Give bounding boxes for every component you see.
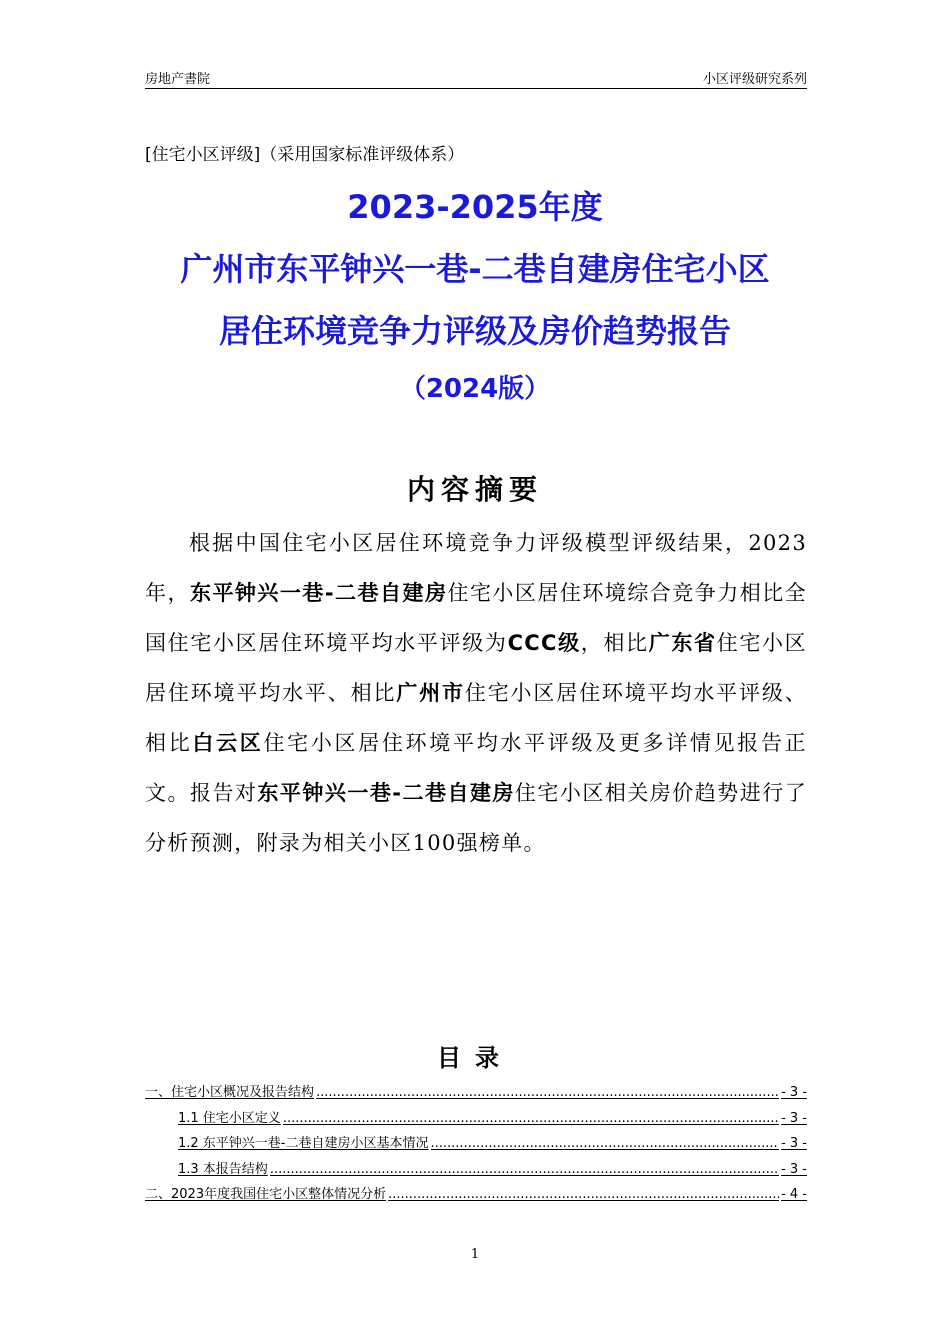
toc-entry[interactable] — [145, 1131, 807, 1157]
abstract-text: 住宅小区居住环境平均水平、相比 — [145, 631, 807, 705]
toc-entry-page: - 3 - — [781, 1110, 807, 1126]
abstract-bold: 白云区 — [192, 731, 264, 755]
abstract-text: 根据中国住宅小区居住环境竞争力评级模型评级结果，2023年， — [145, 531, 807, 605]
abstract-text: ，相比 — [580, 631, 649, 655]
toc-entry-label: 1.1 住宅小区定义 — [178, 1110, 281, 1126]
abstract-bold: 东平钟兴一巷-二巷自建房 — [257, 781, 515, 805]
abstract-text: 住宅小区居住环境综合竞争力相比全国住宅小区居住环境平均水平评级为 — [145, 581, 807, 655]
title-line-3: 居住环境竞争力评级及房价趋势报告 — [218, 312, 731, 350]
toc-entry-label: 1.2 东平钟兴一巷-二巷自建房小区基本情况 — [178, 1136, 429, 1151]
abstract-text: 住宅小区居住环境平均水平评级及更多详情见报告正文。报告对 — [145, 731, 807, 805]
toc-leader — [283, 1106, 779, 1132]
header-right-text: 小区评级研究系列 — [702, 72, 807, 87]
abstract-bold: CCC级 — [507, 631, 581, 655]
toc-leader — [431, 1131, 780, 1157]
toc-entry-page: - 3 - — [781, 1085, 807, 1100]
toc-entry-label: 二、2023年度我国住宅小区整体情况分析 — [145, 1187, 387, 1202]
title-line-2: 广州市东平钟兴一巷-二巷自建房住宅小区 — [180, 250, 770, 288]
toc-entry-page: - 3 - — [781, 1136, 807, 1151]
toc-entry[interactable] — [145, 1106, 807, 1132]
abstract-text: 住宅小区居住环境平均水平评级、相比 — [145, 681, 807, 755]
toc-entry[interactable] — [145, 1080, 807, 1106]
toc-entry-page: - 4 - — [781, 1187, 807, 1202]
header-left-text: 房地产書院 — [145, 72, 211, 87]
toc-entry-label: 1.3 本报告结构 — [178, 1161, 268, 1177]
toc-leader — [316, 1080, 779, 1106]
table-of-contents — [145, 1080, 807, 1208]
toc-entry[interactable] — [145, 1157, 807, 1183]
page-header — [145, 64, 807, 89]
abstract-bold: 广州市 — [396, 681, 465, 705]
abstract-bold: 广东省 — [648, 631, 717, 655]
toc-entry[interactable] — [145, 1182, 807, 1208]
title-line-1: 2023-2025年度 — [347, 188, 603, 226]
page-number: 1 — [470, 1247, 480, 1262]
toc-entry-page: - 3 - — [781, 1161, 807, 1177]
title-edition: （2024版） — [399, 374, 551, 404]
toc-heading: 目录 — [437, 1044, 513, 1072]
toc-entry-label: 一、住宅小区概况及报告结构 — [145, 1085, 315, 1100]
toc-leader — [270, 1157, 779, 1183]
abstract-paragraph — [145, 518, 807, 868]
toc-leader — [388, 1182, 779, 1208]
abstract-bold: 东平钟兴一巷-二巷自建房 — [189, 581, 448, 605]
report-tag: [住宅小区评级]（采用国家标准评级体系） — [145, 145, 465, 165]
abstract-heading: 内容摘要 — [406, 473, 543, 506]
abstract-text: 住宅小区相关房价趋势进行了分析预测，附录为相关小区100强榜单。 — [145, 781, 807, 855]
